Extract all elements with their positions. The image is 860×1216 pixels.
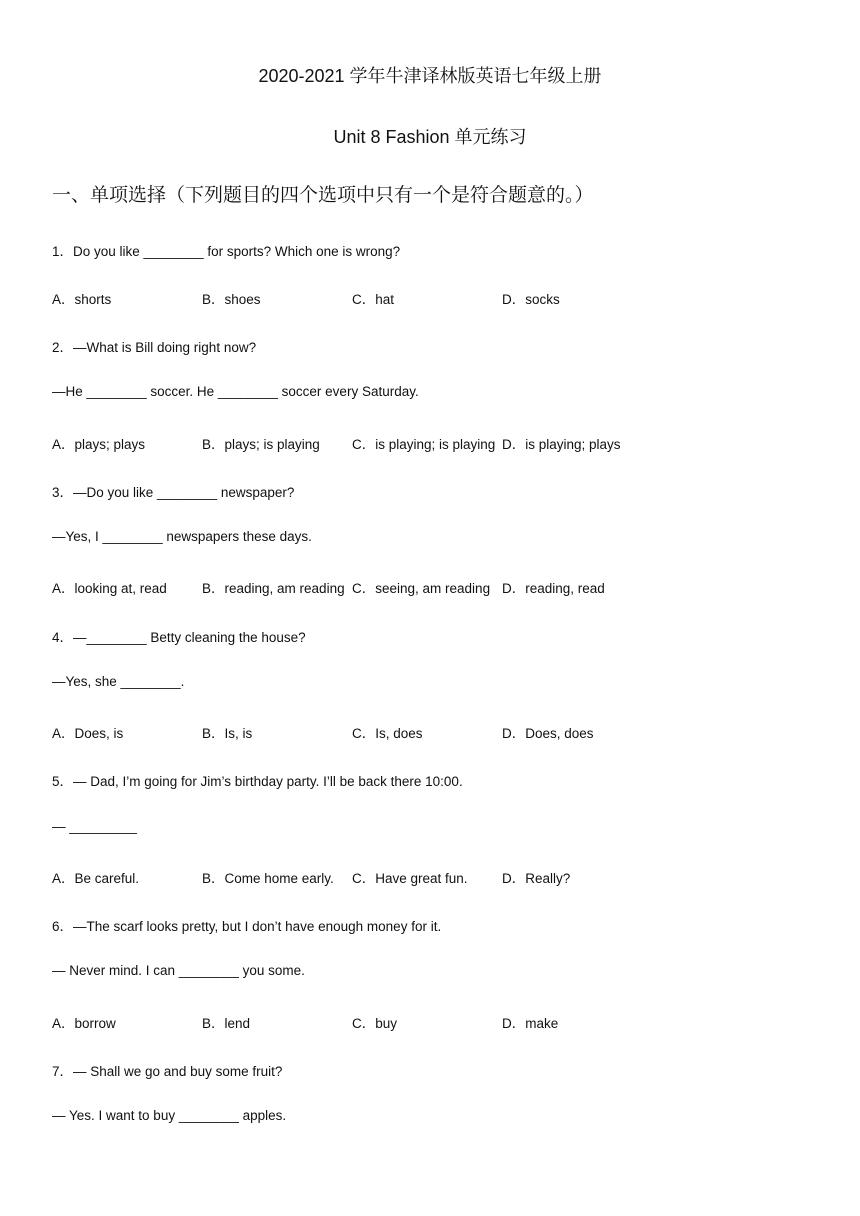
option-d: D．Really? — [502, 871, 571, 886]
question-5-response: — _________ — [52, 819, 137, 834]
option-b: B．Is, is — [202, 726, 253, 741]
question-6-response: — Never mind. I can ________ you some. — [52, 963, 305, 978]
question-7-response: — Yes. I want to buy ________ apples. — [52, 1108, 287, 1123]
question-1-stem: 1．Do you like ________ for sports? Which one is wrong? — [52, 244, 401, 259]
section-heading: 一、单项选择（下列题目的四个选项中只有一个是符合题意的。） — [52, 184, 594, 206]
question-2-stem: 2．—What is Bill doing right now? — [52, 340, 257, 355]
question-5-stem: 5．— Dad, I’m going for Jim’s birthday party. I’ll be back there 10:00. — [52, 774, 463, 789]
option-c: C．Have great fun. — [352, 871, 468, 886]
option-d: D．Does, does — [502, 726, 594, 741]
option-d: D．make — [502, 1016, 559, 1031]
option-c: C．seeing, am reading — [352, 581, 491, 596]
option-a: A．shorts — [52, 292, 112, 307]
document-subtitle: Unit 8 Fashion 单元练习 — [333, 127, 527, 147]
option-b: B．Come home early. — [202, 871, 334, 886]
option-c: C．is playing; is playing — [352, 437, 496, 452]
option-a: A．Does, is — [52, 726, 124, 741]
option-b: B．reading, am reading — [202, 581, 345, 596]
option-b: B．shoes — [202, 292, 261, 307]
option-a: A．plays; plays — [52, 437, 146, 452]
document-title: 2020-2021 学年牛津译林版英语七年级上册 — [258, 66, 602, 86]
question-4-response: —Yes, she ________. — [52, 674, 185, 689]
option-c: C．hat — [352, 292, 395, 307]
question-3-response: —Yes, I ________ newspapers these days. — [52, 529, 312, 544]
option-d: D．reading, read — [502, 581, 605, 596]
option-a: A．Be careful. — [52, 871, 140, 886]
option-b: B．lend — [202, 1016, 251, 1031]
question-2-response: —He ________ soccer. He ________ soccer every Saturday. — [52, 384, 419, 399]
option-a: A．looking at, read — [52, 581, 167, 596]
option-a: A．borrow — [52, 1016, 116, 1031]
question-7-stem: 7．— Shall we go and buy some fruit? — [52, 1064, 283, 1079]
question-3-stem: 3．—Do you like ________ newspaper? — [52, 485, 295, 500]
question-4-stem: 4．—________ Betty cleaning the house? — [52, 630, 306, 645]
option-d: D．socks — [502, 292, 560, 307]
option-c: C．buy — [352, 1016, 398, 1031]
option-b: B．plays; is playing — [202, 437, 320, 452]
option-d: D．is playing; plays — [502, 437, 621, 452]
question-6-stem: 6．—The scarf looks pretty, but I don’t have enough money for it. — [52, 919, 442, 934]
option-c: C．Is, does — [352, 726, 423, 741]
